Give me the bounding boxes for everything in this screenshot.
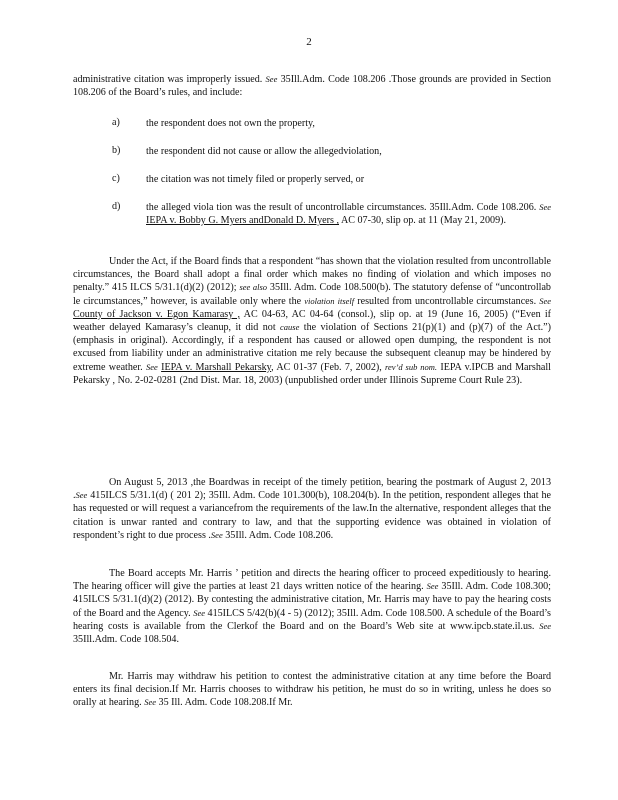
intro-text-a: administrative citation was improperly issued. bbox=[73, 74, 263, 85]
p1-case-pekarsky: IEPA v. Marshall Pekarsky bbox=[161, 361, 272, 373]
p3-see-3: See bbox=[539, 620, 551, 631]
p1-text-a: Under the Act, if the Board finds that a respondent “has shown that the violation resulted from uncontrollable circumstances, the Board shall adopt a final order which makes no finding of violation and which imposes no penalty.” 415 ILCS 5/31.1(d)(2) (2012); bbox=[73, 256, 551, 294]
paragraph-board-accepts bbox=[73, 567, 551, 646]
p1-text-g: the violation of Sections 21(p)(1) and (p)(7) of the Act.”) (emphasis in original). Accordingly, if a respondent has caused or allowed open dumping, the respondent is not excused from liability under an administrative citation me rely because the subsequent cleanup may be hindered by extreme weather. bbox=[73, 322, 551, 373]
item-d-see: See bbox=[539, 202, 551, 212]
p1-cause: cause bbox=[280, 322, 300, 333]
p2-see: See bbox=[75, 490, 88, 501]
p1-text-d: resulted from uncontrollable circumstances. bbox=[357, 295, 537, 307]
item-d-label: d) bbox=[112, 201, 121, 212]
item-d-text-a: the alleged viola tion was the result of uncontrollable circumstances. 35Ill.Adm. Code 108.206. bbox=[146, 202, 537, 213]
intro-text-c: 35Ill.Adm. Code 108.206 .Those grounds are provided in Section 108.206 of the Board’s rules, and include: bbox=[73, 74, 551, 99]
p1-violation: violation bbox=[304, 295, 335, 306]
p4-see: See bbox=[144, 697, 156, 708]
p1-itself: itself bbox=[337, 295, 355, 306]
p1-text-f: AC 04-63, AC 04-64 (consol.), slip op. at 19 (June 16, 2005) (“Even if weather delayed Kamarasy’s cleanup, it did not bbox=[73, 308, 551, 334]
p1-text-k: IEPA v.IPCB and Marshall Pekarsky , No. 2-02-0281 (2nd Dist. Mar. 18, 2003) (unpublished order under Illinois Supreme Court Rule 23). bbox=[73, 361, 551, 386]
p1-see-also: see also bbox=[239, 282, 267, 293]
p4-text-b: 35 Ill. Adm. Code 108.208.If Mr. bbox=[158, 697, 293, 709]
item-d-text bbox=[146, 201, 551, 227]
p3-text-b: 35Ill. Adm. Code 108.300; 415ILCS 5/31.1(d)(2) (2012). By contesting the administrative citation, Mr. Harris may have to pay the hearing costs of the Board and the Agency. bbox=[73, 581, 551, 619]
item-c-text: the citation was not timely filed or properly served, or bbox=[146, 174, 365, 185]
item-b-text: the respondent did not cause or allow the allegedviolation, bbox=[146, 146, 382, 157]
p3-text-d: 35Ill.Adm. Code 108.504. bbox=[73, 634, 179, 646]
p3-see-2: See bbox=[193, 607, 205, 618]
p1-case-jackson: County of Jackson v. Egon Kamarasy , bbox=[73, 308, 241, 320]
p1-see-2: See bbox=[146, 361, 158, 372]
p3-text-a: The Board accepts Mr. Harris ’ petition and directs the hearing officer to proceed expeditiously to hearing. The hearing officer will give the parties at least 21 days written notice of the hearing. bbox=[73, 568, 551, 593]
page-number: 2 bbox=[306, 36, 312, 48]
item-c-label: c) bbox=[112, 173, 120, 184]
p1-text-j: , AC 01-37 (Feb. 7, 2002), bbox=[271, 361, 382, 373]
intro-paragraph bbox=[73, 73, 551, 99]
p1-revd: rev’d sub nom. bbox=[385, 361, 438, 372]
item-a-text: the respondent does not own the property, bbox=[146, 118, 315, 129]
p3-see: See bbox=[426, 581, 439, 592]
item-d-text-b: AC 07-30, slip op. at 11 (May 21, 2009). bbox=[340, 215, 507, 227]
intro-see: See bbox=[265, 74, 278, 84]
p3-text-c: 415ILCS 5/42(b)(4 - 5) (2012); 35Ill. Adm. Code 108.500. A schedule of the Board’s hearing costs is available from the Clerkof the Board and on the Board’s Web site at www.ipcb.state.il.us. bbox=[73, 607, 551, 632]
p2-text-b: 415ILCS 5/31.1(d) ( 201 2); 35Ill. Adm. Code 101.300(b), 108.204(b). In the petition, respondent alleges that he has requested or will request a variancefrom the requirements of the law.In the alternative, respondent alleges that the citation is unwar ranted and contrary to law, and that the supporting evidence was obtained in violation of respondent’s right to due process . bbox=[73, 490, 551, 541]
paragraph-withdraw-petition bbox=[73, 670, 551, 710]
item-d-case-name: IEPA v. Bobby G. Myers andDonald D. Myers , bbox=[146, 215, 339, 227]
p1-see: See bbox=[539, 295, 552, 306]
p2-text-a: On August 5, 2013 ,the Boardwas in receipt of the timely petition, bearing the postmark of August 2, 2013 . bbox=[73, 477, 551, 502]
p2-text-c: 35Ill. Adm. Code 108.206. bbox=[225, 529, 334, 541]
paragraph-uncontrollable-circumstances bbox=[73, 255, 551, 387]
p2-see-2: See bbox=[210, 529, 223, 540]
item-b-label: b) bbox=[112, 145, 121, 156]
paragraph-petition-receipt bbox=[73, 476, 551, 542]
item-a-label: a) bbox=[112, 117, 120, 128]
p4-text-a: Mr. Harris may withdraw his petition to contest the administrative citation at any time before the Board enters its final decision.If Mr. Harris chooses to withdraw his petition, he must do so in writing, unless he does so orally at hearing. bbox=[73, 671, 551, 709]
p1-text-b: 35Ill. Adm. Code 108.500(b). The statutory defense of “uncontrollab le circumstances,” however, is available only where the bbox=[73, 282, 551, 307]
